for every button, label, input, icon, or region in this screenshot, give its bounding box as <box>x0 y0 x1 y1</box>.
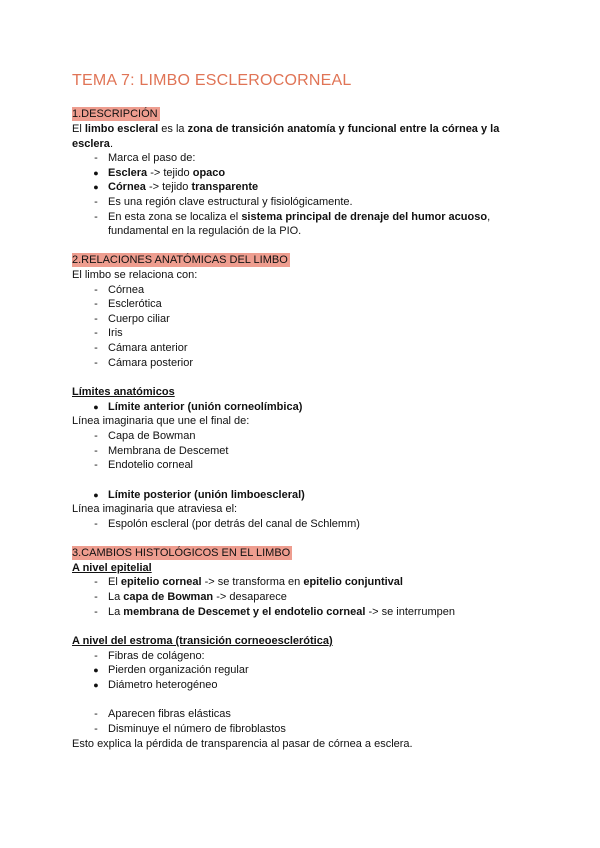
list-item <box>108 166 225 180</box>
list-item: Diámetro heterogéneo <box>108 679 218 691</box>
limit-posterior-label: Límite posterior (unión limboescleral) <box>108 489 305 501</box>
list-item: Pierden organización regular <box>108 664 249 676</box>
dash-marker: - <box>94 342 98 354</box>
section-heading-cambios: 3.CAMBIOS HISTOLÓGICOS EN EL LIMBO <box>72 547 291 559</box>
dash-marker: - <box>94 313 98 325</box>
subheading-epitelial: A nivel epitelial <box>72 562 152 574</box>
dash-marker: - <box>94 327 98 339</box>
subheading-limites: Límites anatómicos <box>72 386 175 398</box>
dash-marker: - <box>94 196 98 208</box>
list-item-cont: fundamental en la regulación de la PIO. <box>108 225 302 237</box>
paragraph-intro: El limbo se relaciona con: <box>72 269 198 281</box>
bullet-marker: ● <box>93 490 99 500</box>
text-run: El <box>72 123 85 135</box>
text-run: , <box>487 211 491 223</box>
bold-term: Córnea <box>108 181 146 193</box>
text-run: . <box>109 138 113 150</box>
page-title: TEMA 7: LIMBO ESCLEROCORNEAL <box>72 72 352 89</box>
dash-marker: - <box>94 650 98 662</box>
subheading-estroma: A nivel del estroma (transición corneoesclerótica) <box>72 635 333 647</box>
dash-marker: - <box>94 357 98 369</box>
bold-term: zona de transición anatomía y funcional entre la córnea y la <box>187 123 500 135</box>
list-item: Es una región clave estructural y fisiológicamente. <box>108 196 353 208</box>
bold-term: sistema principal de drenaje del humor acuoso <box>241 211 488 223</box>
bold-term: opaco <box>192 167 226 179</box>
list-item: Fibras de colágeno: <box>108 650 205 662</box>
list-item <box>108 180 258 194</box>
list-item: Córnea <box>108 284 145 296</box>
bold-term: Esclera <box>108 167 148 179</box>
list-item: Cámara anterior <box>108 342 188 354</box>
text-run: El <box>108 576 121 588</box>
text-run: -> tejido <box>147 167 193 179</box>
bold-term: capa de Bowman <box>123 591 214 603</box>
list-item: Marca el paso de: <box>108 152 196 164</box>
bold-term: transparente <box>191 181 259 193</box>
list-item: Espolón escleral (por detrás del canal de Schlemm) <box>108 518 360 530</box>
bullet-marker: ● <box>93 665 99 675</box>
paragraph-conclusion: Esto explica la pérdida de transparencia al pasar de córnea a esclera. <box>72 738 413 750</box>
bullet-marker: ● <box>93 402 99 412</box>
text-run: En esta zona se localiza el <box>108 211 242 223</box>
dash-marker: - <box>94 284 98 296</box>
dash-marker: - <box>94 298 98 310</box>
text-run: La <box>108 591 124 603</box>
dash-marker: - <box>94 211 98 223</box>
text-run: -> se transforma en <box>201 576 304 588</box>
dash-marker: - <box>94 459 98 471</box>
dash-marker: - <box>94 591 98 603</box>
list-item: Disminuye el número de fibroblastos <box>108 723 286 735</box>
bold-term: epitelio conjuntival <box>303 576 403 588</box>
dash-marker: - <box>94 445 98 457</box>
text-run: -> se interrumpen <box>365 606 455 618</box>
list-item: Iris <box>108 327 123 339</box>
list-item <box>108 210 490 224</box>
paragraph-description <box>72 122 499 136</box>
bold-term: limbo escleral <box>84 123 159 135</box>
paragraph-intro: Línea imaginaria que atraviesa el: <box>72 503 238 515</box>
list-item <box>108 590 287 604</box>
bold-term: membrana de Descemet y el endotelio corneal <box>123 606 366 618</box>
text-run: -> desaparece <box>213 591 287 603</box>
dash-marker: - <box>94 430 98 442</box>
list-item: Cuerpo ciliar <box>108 313 170 325</box>
list-item <box>108 605 455 619</box>
list-item: Capa de Bowman <box>108 430 196 442</box>
dash-marker: - <box>94 708 98 720</box>
section-heading-relaciones: 2.RELACIONES ANATÓMICAS DEL LIMBO <box>72 254 288 266</box>
section-heading-descripcion: 1.DESCRIPCIÓN <box>72 108 158 120</box>
list-item: Esclerótica <box>108 298 162 310</box>
list-item: Endotelio corneal <box>108 459 194 471</box>
limit-anterior-label: Límite anterior (unión corneolímbica) <box>108 401 303 413</box>
bullet-marker: ● <box>93 182 99 192</box>
dash-marker: - <box>94 152 98 164</box>
dash-marker: - <box>94 606 98 618</box>
bold-term: esclera <box>72 138 110 150</box>
bullet-marker: ● <box>93 168 99 178</box>
list-item: Aparecen fibras elásticas <box>108 708 231 720</box>
paragraph-intro: Línea imaginaria que une el final de: <box>72 415 250 427</box>
dash-marker: - <box>94 518 98 530</box>
list-item: Membrana de Descemet <box>108 445 229 457</box>
list-item: Cámara posterior <box>108 357 193 369</box>
dash-marker: - <box>94 723 98 735</box>
paragraph-description-cont <box>72 137 113 151</box>
list-item <box>108 575 403 589</box>
bullet-marker: ● <box>93 680 99 690</box>
text-run: La <box>108 606 124 618</box>
bold-term: epitelio corneal <box>120 576 202 588</box>
dash-marker: - <box>94 576 98 588</box>
text-run: -> tejido <box>145 181 192 193</box>
text-run: es la <box>158 123 188 135</box>
